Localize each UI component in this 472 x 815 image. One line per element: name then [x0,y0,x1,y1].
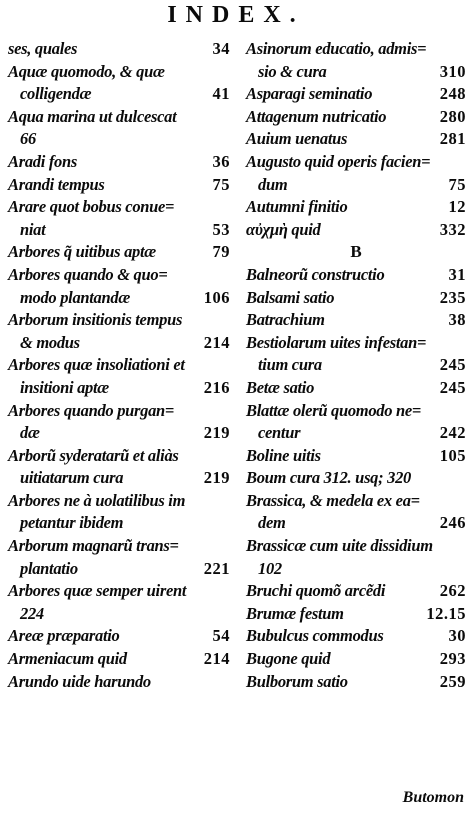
index-entry [246,38,466,83]
index-entry [246,128,466,151]
index-entry [246,535,466,580]
section-letter: B [350,242,362,262]
entry-term: Betæ satio [246,377,315,397]
index-entry [246,83,466,106]
index-entry [8,354,230,399]
page-reference: 31 [448,264,466,284]
index-entry [8,151,230,174]
index-entry [246,467,466,490]
index-entry [8,174,230,197]
entry-continuation: dæ [20,423,40,443]
entry-continuation: 66 [20,129,36,149]
index-column-right [246,38,466,693]
entry-term: Arbores ne à uolatilibus im [8,490,186,510]
page-reference: 242 [439,423,466,443]
page-reference: 79 [212,242,230,262]
page-reference: 332 [439,219,466,239]
catchword: Butomon [402,789,464,806]
page-reference: 235 [439,287,466,307]
entry-continuation: centur [258,423,301,443]
entry-term: Arundo uide harundo [8,671,151,691]
entry-term: Asparagi seminatio [246,84,373,104]
page-reference: 219 [203,423,230,443]
page-reference: 75 [448,174,466,194]
entry-term: Arare quot bobus conue= [8,197,175,217]
page-reference: 293 [439,649,466,669]
entry-term: Balneorũ constructio [246,264,385,284]
page-reference: 54 [212,626,230,646]
entry-term: Boum cura 312. usq; 320 [246,468,412,488]
entry-term: ses, quales [8,39,78,58]
page-reference: 246 [439,513,466,533]
entry-term: Arborum insitionis tempus [8,310,183,330]
page-reference: 75 [212,174,230,194]
entry-term: Balsami satio [246,287,335,307]
index-entry [246,151,466,196]
entry-continuation: dum [258,174,288,194]
page-reference: 106 [203,287,230,307]
entry-continuation: niat [20,219,46,239]
page-reference: 219 [203,468,230,488]
index-entry [8,61,230,106]
entry-term: Batrachium [246,310,325,330]
index-entry [8,309,230,354]
entry-term: Autumni finitio [246,197,348,217]
entry-term: Armeniacum quid [8,649,127,669]
index-entry [246,219,466,242]
page-reference: 245 [439,355,466,375]
index-entry [8,625,230,648]
entry-term: Brumæ festum [246,603,344,623]
entry-continuation: colligendæ [20,84,92,104]
entry-term: Arborũ syderatarũ et aliàs [8,445,179,465]
entry-term: Brassica, & medela ex ea= [246,490,420,510]
index-entry [8,535,230,580]
entry-term: Bestiolarum uites infestan= [246,332,427,352]
entry-term: Augusto quid operis facien= [246,151,431,171]
page-heading: INDEX. [167,2,305,28]
index-entry [8,241,230,264]
entry-continuation: tium cura [258,355,322,375]
entry-continuation: insitioni aptæ [20,377,109,397]
entry-continuation: dem [258,513,286,533]
index-entry [8,196,230,241]
index-entry [8,445,230,490]
page-reference: 53 [212,219,230,239]
entry-term: Bulborum satio [246,671,348,691]
page-reference: 34 [212,39,230,58]
entry-continuation: petantur ibidem [20,513,124,533]
page-reference: 245 [439,377,466,397]
page-reference: 281 [439,129,466,149]
entry-term: Attagenum nutricatio [246,106,387,126]
index-entry [246,106,466,129]
index-entry [8,580,230,625]
index-entry [8,400,230,445]
page-reference: 310 [439,61,466,81]
page-reference: 262 [439,581,466,601]
index-entry [246,400,466,445]
entry-continuation: 224 [20,603,44,623]
entry-term: Asinorum educatio, admis= [246,39,427,58]
entry-term: Bruchi quomõ arcẽdi [246,581,386,601]
entry-term: Brassicæ cum uite dissidium [246,536,433,556]
page-reference: 30 [448,626,466,646]
entry-term: Arbores quando & quo= [8,264,168,284]
entry-term: Arborum magnarũ trans= [8,536,179,556]
page-reference: 12.15 [426,603,466,623]
entry-continuation: modo plantandæ [20,287,130,307]
entry-term: Arandi tempus [8,174,105,194]
index-entry [8,264,230,309]
page-reference: 214 [203,332,230,352]
index-entry [246,196,466,219]
page-reference: 105 [439,445,466,465]
page-reference: 280 [439,106,466,126]
index-entry [8,490,230,535]
index-entry [8,38,230,61]
index-entry [246,625,466,648]
index-entry [8,648,230,671]
index-entry [8,671,230,694]
index-column-left [8,38,230,693]
index-entry [246,287,466,310]
entry-term: Aquæ quomodo, & quæ [8,61,165,81]
index-entry [246,264,466,287]
entry-continuation: uitiatarum cura [20,468,124,488]
entry-term: Boline uitis [246,445,321,465]
entry-term: Bubulcus commodus [246,626,384,646]
entry-continuation: 102 [258,558,282,578]
index-entry [246,603,466,626]
index-entry [246,671,466,694]
index-entry [8,106,230,151]
entry-continuation: & modus [20,332,80,352]
index-entry [246,490,466,535]
index-entry [246,377,466,400]
entry-continuation: plantatio [20,558,78,578]
page-reference: 214 [203,649,230,669]
page-reference: 38 [448,310,466,330]
entry-term: Aradi fons [8,151,77,171]
entry-term: Arbores quæ insoliationi et [8,355,185,375]
index-entry [246,648,466,671]
page-reference: 36 [212,151,230,171]
page-reference: 221 [203,558,230,578]
entry-term: Aqua marina ut dulcescat [8,106,177,126]
page-reference: 41 [212,84,230,104]
index-entry [246,332,466,377]
index-entry [246,445,466,468]
page-reference: 248 [439,84,466,104]
entry-term: Blattæ olerũ quomodo ne= [246,400,422,420]
entry-term: αὐχμὴ quid [246,219,321,239]
entry-term: Bugone quid [246,649,331,669]
entry-continuation: sio & cura [258,61,327,81]
page-reference: 216 [203,377,230,397]
index-entry [246,309,466,332]
index-entry [246,580,466,603]
entry-term: Arbores quæ semper uirent [8,581,187,601]
entry-term: Arbores quando purgan= [8,400,175,420]
page-reference: 12 [448,197,466,217]
entry-term: Areæ præparatio [8,626,120,646]
page-reference: 259 [439,671,466,691]
entry-term: Auium uenatus [246,129,348,149]
entry-term: Arbores q̃ uitibus aptæ [8,242,156,262]
